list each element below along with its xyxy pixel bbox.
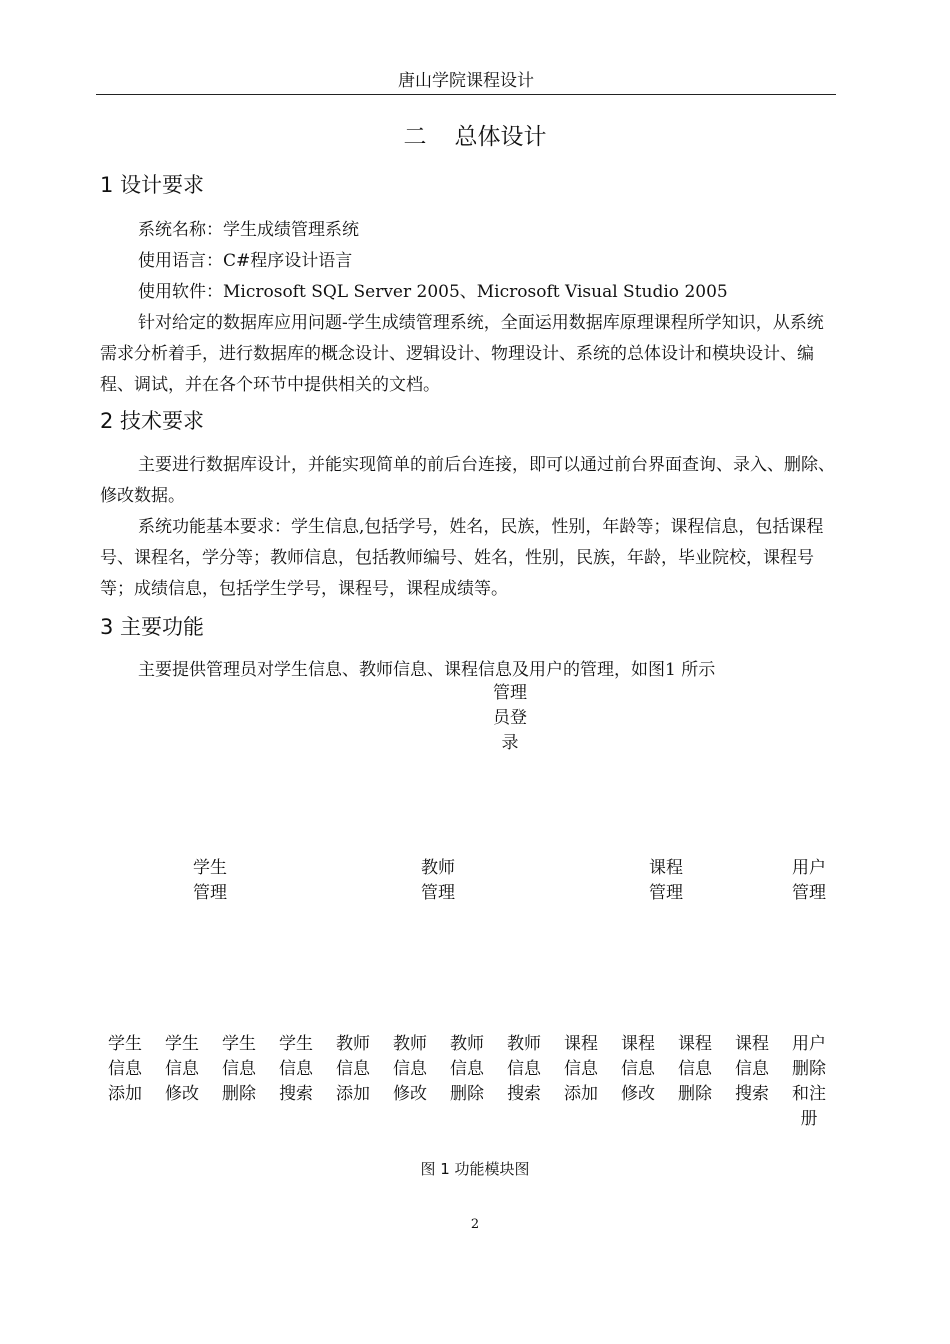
- module-node-student: 学生管理: [193, 858, 227, 903]
- leaf-node: 学生信息修改: [165, 1034, 199, 1104]
- tech-paragraph-1: 主要进行数据库设计，并能实现简单的前后台连接，即可以通过前台界面查询、录入、删除、修改数据。: [100, 455, 835, 506]
- functions-intro: 主要提供管理员对学生信息、教师信息、课程信息及用户的管理，如图1 所示: [138, 660, 716, 680]
- leaf-node: 课程信息修改: [621, 1034, 655, 1104]
- leaf-node: 教师信息添加: [336, 1034, 370, 1104]
- leaf-node: 课程信息添加: [564, 1034, 598, 1104]
- leaf-node: 教师信息删除: [450, 1034, 484, 1104]
- leaf-node: 课程信息搜索: [735, 1034, 769, 1104]
- leaf-node: 学生信息删除: [222, 1034, 256, 1104]
- software-line: 使用软件：Microsoft SQL Server 2005、Microsoft Visual Studio 2005: [138, 282, 728, 302]
- design-description: 针对给定的数据库应用问题-学生成绩管理系统，全面运用数据库原理课程所学知识，从系统需求分析着手，进行数据库的概念设计、逻辑设计、物理设计、系统的总体设计和模块设计、编程、调试，并在各个环节中提供相关的文档。: [100, 313, 824, 395]
- section-heading-tech: 2 技术要求: [100, 409, 205, 433]
- page-number: 2: [470, 1217, 480, 1232]
- module-node-user: 用户管理: [792, 858, 826, 903]
- section-heading-functions: 3 主要功能: [100, 615, 205, 639]
- section-heading-design: 1 设计要求: [100, 173, 205, 197]
- chapter-title-text: 总体设计: [454, 124, 547, 150]
- system-name-line: 系统名称：学生成绩管理系统: [138, 220, 359, 240]
- module-node-course: 课程管理: [649, 858, 683, 903]
- figure-caption: 图 1 功能模块图: [420, 1160, 530, 1178]
- module-node-teacher: 教师管理: [421, 858, 455, 903]
- leaf-node: 教师信息修改: [393, 1034, 427, 1104]
- page-header: 唐山学院课程设计: [96, 66, 836, 95]
- chapter-number: 二: [403, 124, 427, 150]
- tech-paragraph-2: 系统功能基本要求：学生信息,包括学号，姓名，民族，性别，年龄等；课程信息，包括课程号、课程名，学分等；教师信息，包括教师编号、姓名，性别，民族，年龄，毕业院校，课程号等；成绩信息，包括学生学号，课程号，课程成绩等。: [100, 517, 824, 599]
- language-line: 使用语言：C#程序设计语言: [138, 251, 353, 271]
- leaf-node: 学生信息搜索: [279, 1034, 313, 1104]
- leaf-node: 学生信息添加: [108, 1034, 142, 1104]
- leaf-node: 教师信息搜索: [507, 1034, 541, 1104]
- chapter-title: [0, 118, 950, 151]
- leaf-node: 用户删除和注册: [792, 1034, 826, 1129]
- diagram-root-node: 管理员登录: [493, 683, 527, 753]
- leaf-node: 课程信息删除: [678, 1034, 712, 1104]
